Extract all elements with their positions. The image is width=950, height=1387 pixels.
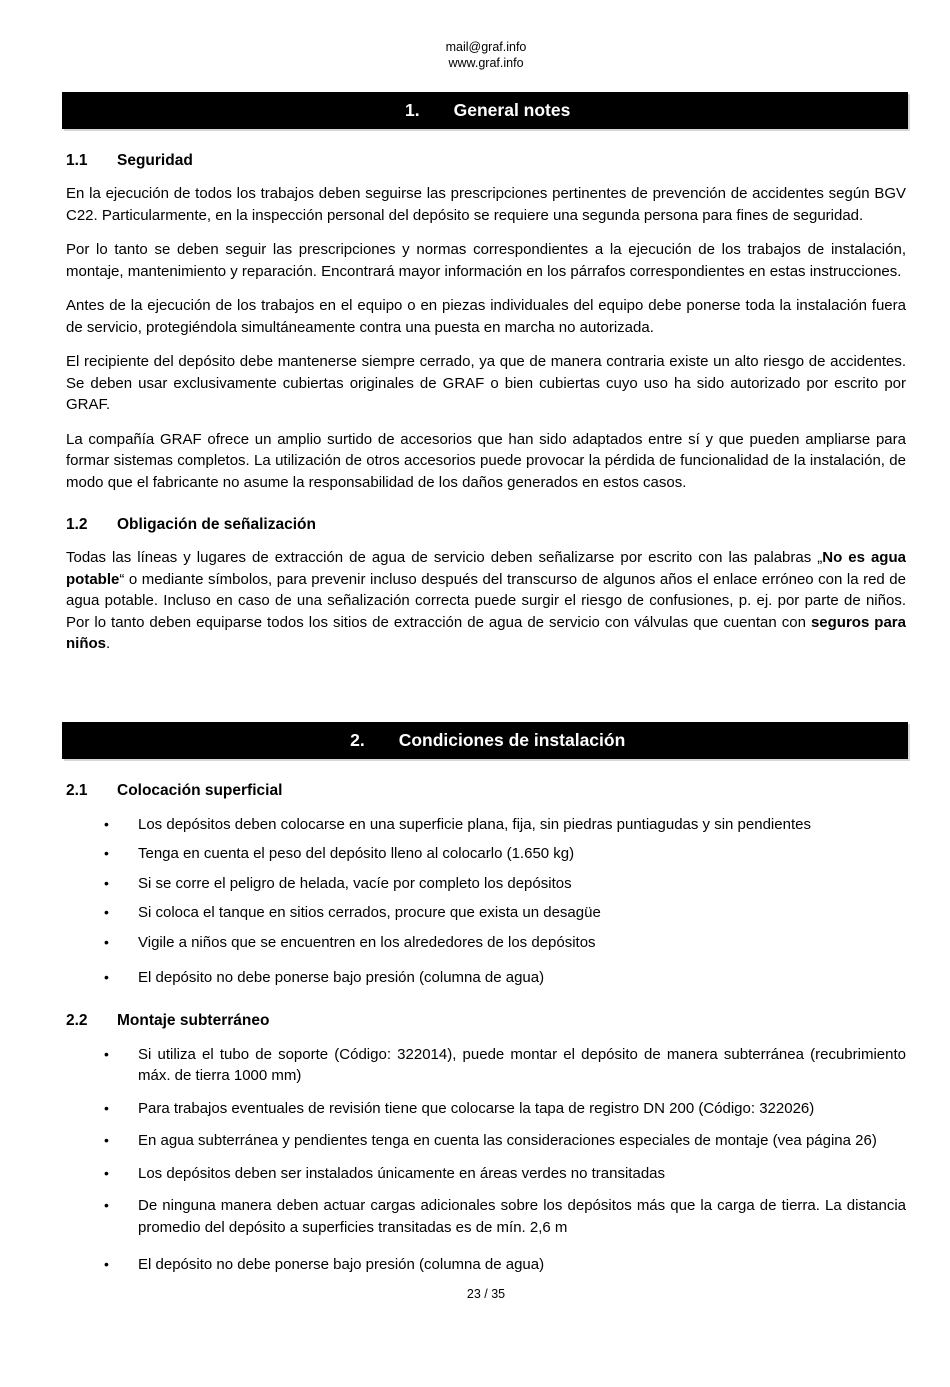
section-banner-general-notes [62,92,908,129]
list-item [66,873,906,895]
bullet-list-colocacion-superficial [66,814,906,989]
subsection-number: 1.1 [66,152,88,169]
section-number: 2. [350,729,365,750]
list-item-text: El depósito no debe ponerse bajo presión (columna de agua) [138,969,545,986]
list-item [66,843,906,865]
bullet-icon: • [104,815,109,832]
list-item-text: Si coloca el tanque en sitios cerrados, procure que exista un desagüe [138,904,601,921]
subsection-number: 1.2 [66,516,88,533]
bullet-icon: • [104,1164,109,1181]
subsection-number: 2.2 [66,1011,88,1029]
subsection-heading-colocacion-superficial [66,782,906,800]
paragraph: Antes de la ejecución de los trabajos en el equipo o en piezas individuales del equipo debe ponerse toda la instalación fuera de servicio, protegiéndola simultáneamente contra una puesta en marcha no autorizada. [66,297,906,336]
bullet-list-montaje-subterraneo [66,1044,906,1276]
text-segment: “ o mediante símbolos, para prevenir incluso después del transcurso de algunos años el enlace erróneo con la red de agua potable. Incluso en caso de una señalización correcta puede surgir el riesgo de confusiones, p. ej. por parte de niños. Por lo tanto deben equiparse todos los sitios de extracción de agua de servicio con válvulas que cuentan con [66,570,906,631]
list-item-text: Si utiliza el tubo de soporte (Código: 322014), puede montar el depósito de manera subterránea (recubrimiento máx. de tierra 1000 mm) [138,1045,906,1084]
list-item [66,1163,906,1185]
section-number: 1. [405,100,420,120]
subsection-heading-obligacion-senalizacion [66,516,906,534]
bullet-icon: • [104,874,109,891]
paragraph-with-emphasis [66,547,906,655]
bullet-icon: • [104,904,109,920]
list-item [66,1044,906,1087]
subsection-number: 2.1 [66,781,88,799]
text-segment: . [106,635,111,652]
list-item [66,932,906,954]
list-item-text: De ninguna manera deben actuar cargas adicionales sobre los depósitos más que la carga de tierra. La distancia promedio del depósito a superficies transitadas es de mín. 2,6 m [138,1197,906,1236]
list-item-text: Si se corre el peligro de helada, vacíe por completo los depósitos [138,874,572,892]
emphasized-text: No es agua potable [66,549,906,588]
paragraph: El recipiente del depósito debe mantenerse siempre cerrado, ya que de manera contraria existe un alto riesgo de accidentes. Se deben usar exclusivamente cubiertas originales de GRAF o bien cubiertas cuyo uso ha sido autorizado por escrito por GRAF. [66,353,906,413]
emphasized-text: seguros para niños [66,613,906,652]
page-number: 23 / 35 [466,1286,506,1301]
paragraph: Por lo tanto se deben seguir las prescripciones y normas correspondientes a la ejecución de los trabajos de instalación, montaje, mantenimiento y reparación. Encontrará mayor información en los párrafos correspondientes en estas instrucciones. [66,241,906,280]
header-email: mail@graf.info [445,40,527,54]
subsection-heading-seguridad [66,152,906,170]
bullet-icon: • [104,1197,109,1213]
bullet-icon: • [104,845,109,861]
list-item [66,1254,906,1276]
paragraph: En la ejecución de todos los trabajos deben seguirse las prescripciones pertinentes de prevención de accidentes según BGV C22. Particularmente, en la inspección personal del depósito se requiere una segunda persona para fines de seguridad. [66,185,906,224]
list-item-text: Para trabajos eventuales de revisión tiene que colocarse la tapa de registro DN 200 (Código: 322026) [138,1099,815,1117]
list-item [66,1195,906,1238]
subsection-title: Montaje subterráneo [117,1011,270,1029]
list-item-text: Los depósitos deben ser instalados únicamente en áreas verdes no transitadas [138,1164,665,1182]
bullet-icon: • [104,969,109,985]
list-item-text: El depósito no debe ponerse bajo presión (columna de agua) [138,1256,545,1273]
subsection-title: Obligación de señalización [117,516,316,533]
list-item-text: Los depósitos deben colocarse en una superficie plana, fija, sin piedras puntiagudas y sin pendientes [138,815,811,833]
list-item-text: Tenga en cuenta el peso del depósito lleno al colocarlo (1.650 kg) [138,845,575,862]
bullet-icon: • [104,1256,109,1272]
list-item [66,1130,906,1152]
text-segment: Todas las líneas y lugares de extracción de agua de servicio deben señalizarse por escrito con las palabras „ [66,549,823,566]
list-item [66,967,906,989]
section-title: Condiciones de instalación [398,729,626,750]
subsection-heading-montaje-subterraneo [66,1012,906,1030]
bullet-icon: • [104,933,109,950]
header-website: www.graf.info [448,55,524,70]
subsection-title: Colocación superficial [117,781,283,799]
list-item [66,1098,906,1120]
bullet-icon: • [104,1132,109,1148]
bullet-icon: • [104,1099,109,1116]
list-item [66,814,906,836]
list-item-text: Vigile a niños que se encuentren en los alrededores de los depósitos [138,933,596,951]
subsection-title: Seguridad [117,152,193,169]
list-item [66,902,906,924]
bullet-icon: • [104,1045,109,1062]
section-title: General notes [453,100,571,120]
page-header [66,40,906,71]
paragraph: La compañía GRAF ofrece un amplio surtido de accesorios que han sido adaptados entre sí y que pueden ampliarse para formar sistemas completos. La utilización de otros accesorios puede provocar la pérdida de funcionalidad de la instalación, de modo que el fabricante no asume la responsabilidad de los daños generados en estos casos. [66,430,906,491]
section-banner-condiciones-instalacion [62,722,908,759]
list-item-text: En agua subterránea y pendientes tenga en cuenta las consideraciones especiales de montaje (vea página 26) [138,1132,877,1149]
